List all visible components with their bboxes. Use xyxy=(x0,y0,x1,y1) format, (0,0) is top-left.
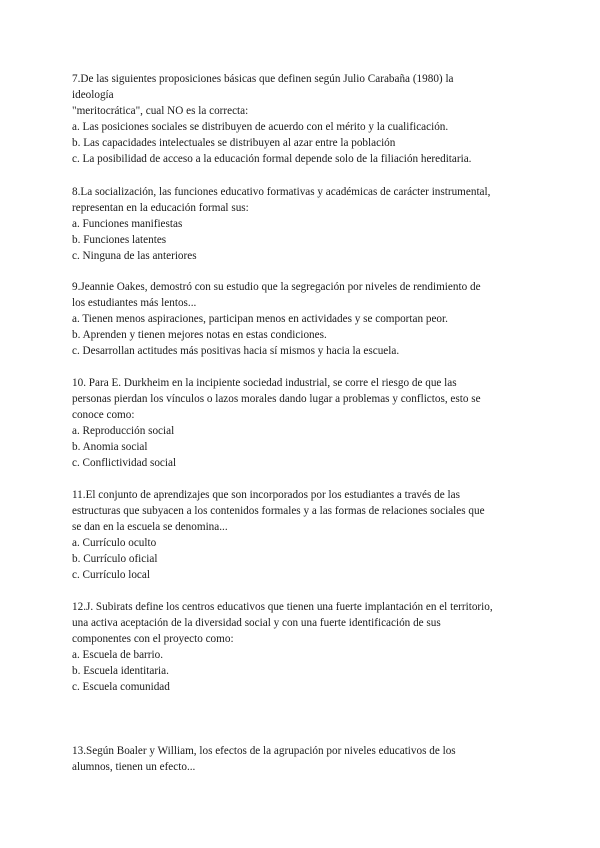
question-stem-line: se dan en la escuela se denomina... xyxy=(72,521,228,533)
question-stem-line: 9.Jeannie Oakes, demostró con su estudio que la segregación por niveles de rendimiento de xyxy=(72,281,481,293)
answer-option-a: a. Reproducción social xyxy=(72,425,175,437)
question-stem-line: personas pierdan los vínculos o lazos morales dando lugar a problemas y conflictos, esto se xyxy=(72,393,481,405)
answer-option-b: b. Anomia social xyxy=(72,441,148,453)
answer-option-a: a. Escuela de barrio. xyxy=(72,649,164,661)
question-12 xyxy=(72,599,532,695)
answer-option-b: b. Funciones latentes xyxy=(72,234,167,246)
answer-option-a: a. Tienen menos aspiraciones, participan menos en actividades y se comportan peor. xyxy=(72,313,448,325)
answer-option-c: c. Conflictividad social xyxy=(72,457,177,469)
question-stem-line: conoce como: xyxy=(72,409,135,421)
answer-option-c: c. Ninguna de las anteriores xyxy=(72,250,197,262)
question-8 xyxy=(72,184,532,264)
answer-option-c: c. Currículo local xyxy=(72,569,150,581)
question-9 xyxy=(72,279,532,359)
question-stem-line: 7.De las siguientes proposiciones básicas que definen según Julio Carabaña (1980) la xyxy=(72,73,454,85)
question-stem-line: ideología xyxy=(72,89,114,101)
answer-option-b: b. Las capacidades intelectuales se distribuyen al azar entre la población xyxy=(72,137,396,149)
question-stem-line: los estudiantes más lentos... xyxy=(72,297,197,309)
question-stem-line: componentes con el proyecto como: xyxy=(72,633,234,645)
question-stem-line: 10. Para E. Durkheim en la incipiente sociedad industrial, se corre el riesgo de que las xyxy=(72,377,457,389)
question-13 xyxy=(72,743,532,775)
answer-option-c: c. Desarrollan actitudes más positivas hacia sí mismos y hacia la escuela. xyxy=(72,345,400,357)
question-11 xyxy=(72,487,532,583)
answer-option-a: a. Funciones manifiestas xyxy=(72,218,183,230)
answer-option-a: a. Las posiciones sociales se distribuyen de acuerdo con el mérito y la cualificación. xyxy=(72,121,449,133)
question-stem-line: 11.El conjunto de aprendizajes que son incorporados por los estudiantes a través de las xyxy=(72,489,460,501)
answer-option-b: b. Escuela identitaria. xyxy=(72,665,169,677)
question-stem-line: 8.La socialización, las funciones educativo formativas y académicas de carácter instrumental, xyxy=(72,186,491,198)
answer-option-b: b. Aprenden y tienen mejores notas en estas condiciones. xyxy=(72,329,327,341)
question-stem-line: representan en la educación formal sus: xyxy=(72,202,249,214)
question-stem-line: estructuras que subyacen a los contenidos formales y a las formas de relaciones sociales que xyxy=(72,505,485,517)
question-stem-line: "meritocrática", cual NO es la correcta: xyxy=(72,105,249,117)
answer-option-c: c. Escuela comunidad xyxy=(72,681,170,693)
question-stem-line: alumnos, tienen un efecto... xyxy=(72,761,196,773)
question-stem-line: 12.J. Subirats define los centros educativos que tienen una fuerte implantación en el territorio, xyxy=(72,601,493,613)
question-7 xyxy=(72,71,532,167)
question-stem-line: 13.Según Boaler y William, los efectos de la agrupación por niveles educativos de los xyxy=(72,745,456,757)
answer-option-a: a. Currículo oculto xyxy=(72,537,157,549)
answer-option-c: c. La posibilidad de acceso a la educación formal depende solo de la filiación hereditaria. xyxy=(72,153,472,165)
answer-option-b: b. Currículo oficial xyxy=(72,553,158,565)
question-stem-line: una activa aceptación de la diversidad social y con una fuerte identificación de sus xyxy=(72,617,441,629)
question-10 xyxy=(72,375,532,471)
